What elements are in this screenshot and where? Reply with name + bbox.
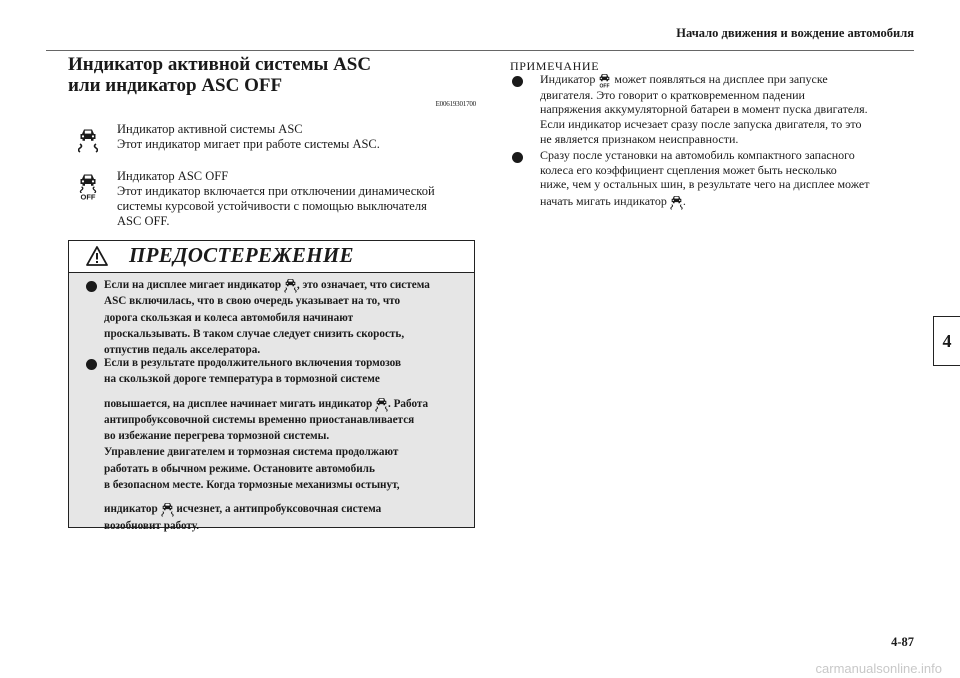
indicator-asc-off-desc-3: ASC OFF. xyxy=(117,214,170,228)
note-item-2-line-4: начать мигать индикатор . xyxy=(540,193,686,208)
page-header: Начало движения и вождение автомобиля xyxy=(676,26,914,40)
note-title: ПРИМЕЧАНИЕ xyxy=(510,59,600,73)
warning-item-1-line-1: Если на дисплее мигает индикатор , это означает, что система xyxy=(104,279,430,291)
note-bullet-1 xyxy=(512,76,523,87)
note-item-1-line-4: Если индикатор исчезает сразу после запуска двигателя, то это xyxy=(540,116,862,131)
warning-item-2-line-5: во избежание перегрева тормозной системы. xyxy=(104,430,330,443)
section-title-line-1: Индикатор активной системы ASC xyxy=(68,54,372,75)
section-code: E00619301700 xyxy=(435,100,476,108)
indicator-asc-desc-1: Этот индикатор мигает при работе системы ASC. xyxy=(117,137,380,151)
warning-item-2-line-6: Управление двигателем и тормозная система продолжают xyxy=(104,446,399,459)
asc-off-icon xyxy=(74,173,102,201)
chapter-tab: 4 xyxy=(933,316,960,366)
note-item-1-line-5: не является признаком неисправности. xyxy=(540,131,739,146)
warning-item-2-line-10: возобновит работу. xyxy=(104,519,200,532)
warning-item-2-line-8: в безопасном месте. Когда тормозные механизмы остынут, xyxy=(104,479,400,492)
warning-item-2-line-1: Если в результате продолжительного включения тормозов xyxy=(104,357,402,369)
indicator-asc-block xyxy=(117,122,380,152)
warning-item-2-line-7: работать в обычном режиме. Остановите автомобиль xyxy=(104,462,375,475)
page-number: 4-87 xyxy=(891,635,914,649)
warning-item-2 xyxy=(104,355,474,534)
svg-text:OFF: OFF xyxy=(599,83,610,88)
note-item-1-line-2: двигателя. Это говорит о кратковременном падении xyxy=(540,87,805,102)
indicator-asc-off-desc-1: Этот индикатор включается при отключении динамической xyxy=(117,184,435,198)
asc-off-inline-icon xyxy=(598,73,611,88)
warning-item-2-line-4: антипробуксовочной системы временно приостанавливается xyxy=(104,413,415,426)
warning-title: ПРЕДОСТЕРЕЖЕНИЕ xyxy=(129,243,354,267)
note-item-2-line-3: ниже, чем у остальных шин, в результате чего на дисплее может xyxy=(540,177,870,192)
indicator-asc-off-block xyxy=(117,169,435,229)
note-item-1 xyxy=(540,72,910,146)
note-item-1-line-1: Индикатор OFF может появляться на дисплее при запуске xyxy=(540,72,828,88)
header-rule xyxy=(46,50,914,51)
note-item-2-line-1: Сразу после установки на автомобиль компактного запасного xyxy=(540,148,855,162)
warning-item-1 xyxy=(104,277,474,358)
warning-header xyxy=(69,241,474,273)
warning-item-1-line-3: дорога скользкая и колеса автомобиля начинают xyxy=(104,311,354,324)
section-title-line-2: или индикатор ASC OFF xyxy=(68,75,283,96)
warning-triangle-icon xyxy=(86,246,108,266)
asc-active-icon xyxy=(74,127,102,155)
warning-item-2-line-3: повышается, на дисплее начинает мигать индикатор . Работа xyxy=(104,397,429,410)
indicator-asc-label: Индикатор активной системы ASC xyxy=(117,122,303,136)
indicator-asc-off-desc-2: системы курсовой устойчивости с помощью выключателя xyxy=(117,199,427,213)
note-item-1-line-3: напряжения аккумуляторной батареи в момент пуска двигателя. xyxy=(540,102,868,117)
asc-inline-icon xyxy=(161,502,174,517)
asc-inline-icon xyxy=(670,195,683,210)
indicator-asc-off-label: Индикатор ASC OFF xyxy=(117,169,229,183)
asc-inline-icon xyxy=(375,397,388,412)
warning-item-1-line-4: проскальзывать. В таком случае следует снизить скорость, xyxy=(104,327,405,340)
section-title xyxy=(68,54,371,96)
warning-item-2-line-2: на скользкой дороге температура в тормозной системе xyxy=(104,373,380,386)
asc-inline-icon xyxy=(284,278,297,293)
note-item-2 xyxy=(540,148,910,210)
note-bullet-2 xyxy=(512,152,523,163)
warning-box xyxy=(68,240,475,532)
note-item-2-line-2: колеса его коэффициент сцепления может быть несколько xyxy=(540,162,837,177)
watermark: carmanualsonline.info xyxy=(815,661,942,676)
warning-item-2-line-9: индикатор исчезнет, а антипробуксовочная система xyxy=(104,503,382,516)
warning-bullet-2 xyxy=(86,359,97,370)
warning-item-1-line-2: ASC включилась, что в свою очередь указывает на то, что xyxy=(104,295,401,308)
svg-text:OFF: OFF xyxy=(80,192,96,201)
warning-item-1-line-5: отпустив педаль акселератора. xyxy=(104,344,261,357)
warning-bullet-1 xyxy=(86,281,97,292)
